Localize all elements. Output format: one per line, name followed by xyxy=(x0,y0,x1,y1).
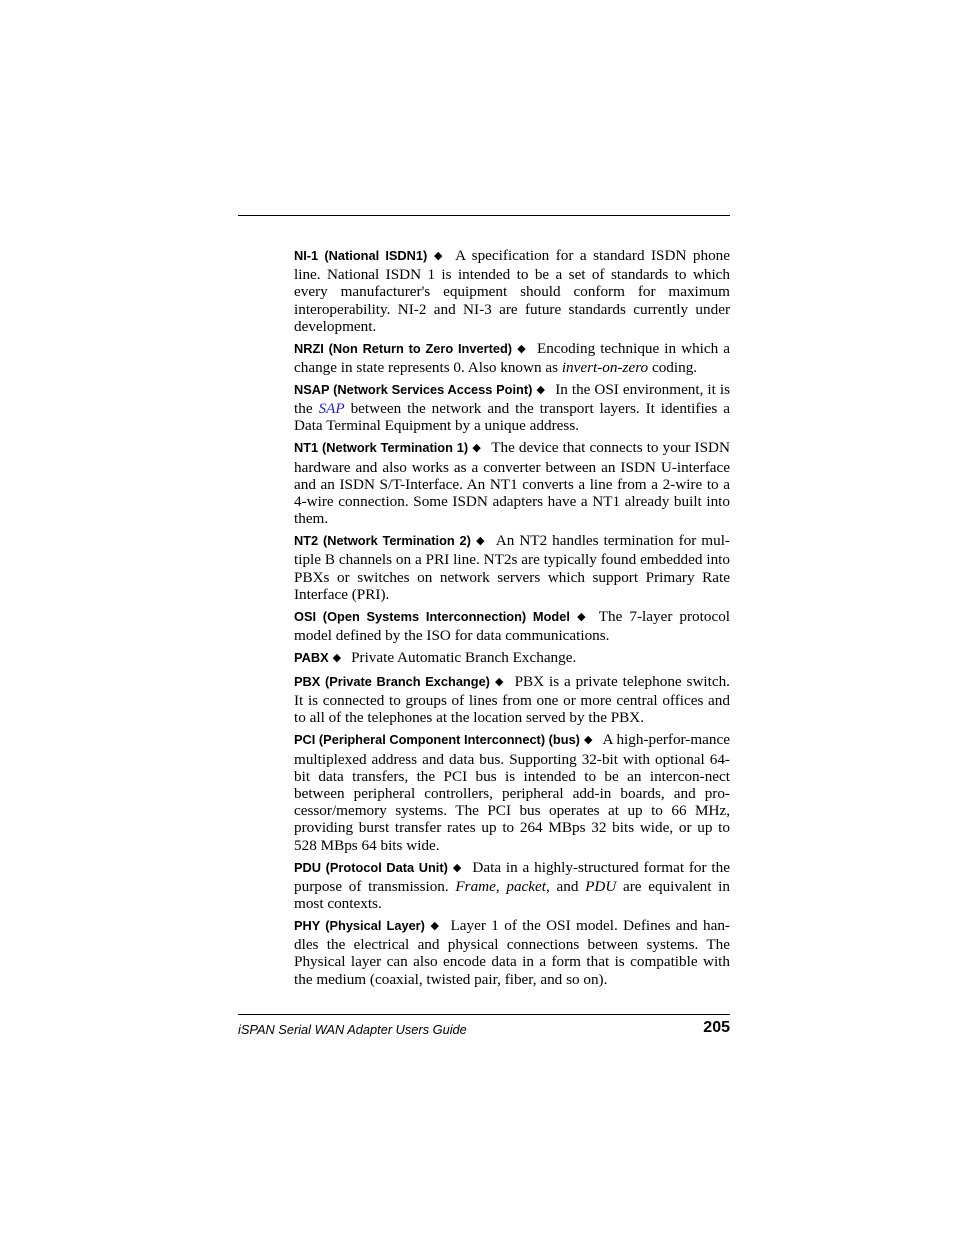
glossary-definition: The device that connects to your ISDN hardware and also works as a converter between an ISDN U-interface and an ISDN S/T-Interface. An NT1 converts a line from a 2-wire to a 4-wire connection. Some ISDN adapters have a NT1 already built into them. xyxy=(294,439,730,528)
emphasis-text: PDU xyxy=(585,877,617,895)
glossary-term: NT1 (Network Termination 1) xyxy=(294,440,469,456)
glossary-entry-nt1 xyxy=(294,439,730,527)
glossary-definition: PBX is a private telephone switch. It is connected to groups of lines from one or more central offices and to all of the telephones at the location served by the PBX. xyxy=(294,673,730,727)
sap-link[interactable]: SAP xyxy=(318,400,345,418)
glossary-definition: The 7-layer protocol model defined by the ISO for data communications. xyxy=(294,607,731,645)
footer-rule xyxy=(238,1014,730,1015)
glossary-body xyxy=(294,247,730,993)
glossary-entry-pdu xyxy=(294,859,730,913)
header-rule xyxy=(238,215,730,216)
glossary-term: PABX xyxy=(294,650,329,666)
glossary-term: PBX (Private Branch Exchange) xyxy=(294,674,490,690)
glossary-entry-ni1 xyxy=(294,247,730,335)
glossary-definition: are equivalent in most contexts. xyxy=(294,877,730,913)
glossary-definition: Data in a highly-structured format for the purpose of transmission. xyxy=(294,858,730,895)
glossary-term: PCI (Peripheral Component Interconnect) (bus) xyxy=(294,732,580,748)
emphasis-text: packet xyxy=(506,877,546,895)
glossary-term: OSI (Open Systems Interconnection) Model xyxy=(294,608,570,624)
glossary-entry-nsap xyxy=(294,381,730,435)
glossary-term: PDU (Protocol Data Unit) xyxy=(294,859,448,875)
diamond-separator-icon: ◆ xyxy=(474,535,486,548)
footer-title: iSPAN Serial WAN Adapter Users Guide xyxy=(238,1022,467,1037)
diamond-separator-icon: ◆ xyxy=(472,442,482,455)
diamond-separator-icon: ◆ xyxy=(536,384,546,397)
glossary-entry-nt2 xyxy=(294,532,730,603)
glossary-term: NSAP (Network Services Access Point) xyxy=(294,382,533,398)
glossary-term: PHY (Physical Layer) xyxy=(294,918,425,934)
diamond-separator-icon: ◆ xyxy=(428,920,441,933)
glossary-entry-osi xyxy=(294,608,730,644)
diamond-separator-icon: ◆ xyxy=(451,861,463,874)
diamond-separator-icon: ◆ xyxy=(516,342,527,355)
diamond-separator-icon: ◆ xyxy=(431,250,446,262)
glossary-entry-pbx xyxy=(294,673,730,727)
glossary-entry-pabx xyxy=(294,649,730,668)
glossary-entry-phy xyxy=(294,917,730,988)
glossary-term: NI-1 (National ISDN1) xyxy=(294,248,428,263)
glossary-definition: An NT2 handles termination for mul-tiple B channels on a PRI line. NT2s are typically found embedded into PBXs or switches on network servers which support Primary Rate Interface (PRI). xyxy=(294,532,730,603)
glossary-definition: A specification for a standard ISDN phone line. National ISDN 1 is intended to be a set of standards to which every manufacturer's equipment should conform for maximum interoperability. NI-2 and NI-3 are future standards currently under development. xyxy=(294,247,730,335)
glossary-entry-nrzi xyxy=(294,340,730,376)
page-number: 205 xyxy=(703,1019,730,1036)
glossary-definition: Encoding technique in which a change in state represents 0. Also known as xyxy=(294,339,731,377)
glossary-definition: , xyxy=(495,877,507,895)
glossary-definition: A high-perfor-mance multiplexed address and data bus. Supporting 32-bit with optional 64-bit data transfers, the PCI bus is intended to be an intercon-nect between peripheral controllers, peripheral add-in boards, and pro-cessor/memory systems. The PCI bus operates at up to 66 MHz, providing burst transfer rates up to 264 MBps 32 bits wide, or up to 528 MBps 64 bits wide. xyxy=(294,731,730,854)
diamond-separator-icon: ◆ xyxy=(573,610,589,623)
glossary-definition: , and xyxy=(546,877,586,895)
glossary-definition: In the OSI environment, it is the xyxy=(294,381,730,418)
glossary-definition: coding. xyxy=(648,359,698,377)
glossary-entry-pci xyxy=(294,731,730,853)
glossary-definition: Private Automatic Branch Exchange. xyxy=(351,649,577,667)
glossary-term: NRZI (Non Return to Zero Inverted) xyxy=(294,340,513,356)
diamond-separator-icon: ◆ xyxy=(493,676,505,689)
glossary-definition: between the network and the transport layers. It identifies a Data Terminal Equipment by a unique address. xyxy=(294,400,730,435)
diamond-separator-icon: ◆ xyxy=(332,652,342,665)
diamond-separator-icon: ◆ xyxy=(583,734,593,747)
emphasis-text: invert-on-zero xyxy=(561,359,649,377)
glossary-definition: Layer 1 of the OSI model. Defines and han-dles the electrical and physical connections between systems. The Physical layer can also encode data in a form that is compatible with the medium (coaxial, twisted pair, fiber, and so on). xyxy=(294,917,730,988)
glossary-term: NT2 (Network Termination 2) xyxy=(294,533,471,549)
emphasis-text: Frame xyxy=(455,877,496,895)
